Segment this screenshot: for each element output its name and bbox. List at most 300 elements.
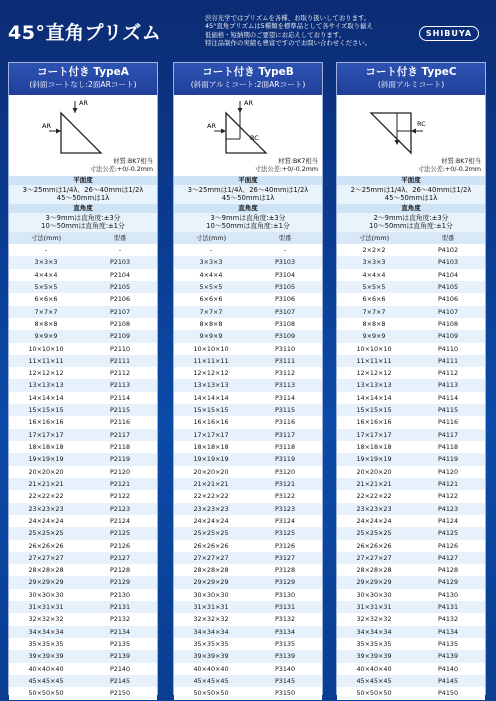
model-cell: P3140 xyxy=(274,664,296,673)
model-cell: P2123 xyxy=(109,504,131,513)
model-cell: P3115 xyxy=(274,406,296,415)
size-cell: 7×7×7 xyxy=(199,307,223,316)
size-cell: 2×2×2 xyxy=(362,246,386,254)
model-cell: P2121 xyxy=(109,479,131,488)
model-cell: P4122 xyxy=(437,492,459,501)
table-row xyxy=(174,663,322,675)
table-row xyxy=(337,564,485,576)
size-cell: 31×31×31 xyxy=(356,603,392,612)
size-cell: 7×7×7 xyxy=(362,307,386,316)
size-cell: 26×26×26 xyxy=(356,541,392,550)
table-row xyxy=(174,293,322,305)
intro-line: 渋谷光学ではプリズムを各種、お取り扱いしております。 xyxy=(205,14,371,22)
model-cell: P3134 xyxy=(274,627,296,636)
tolerance-label: 寸法公差:+0/-0.2mm xyxy=(417,166,481,173)
table-row xyxy=(174,355,322,367)
model-cell: P3145 xyxy=(274,676,296,685)
table-row xyxy=(337,626,485,638)
material-label: 材質:BK7相当 xyxy=(278,158,318,165)
table-row xyxy=(337,269,485,281)
material-label: 材質:BK7相当 xyxy=(113,158,153,165)
table-row xyxy=(337,601,485,613)
size-cell: 10×10×10 xyxy=(356,344,392,353)
model-cell: P2127 xyxy=(109,553,131,562)
table-row xyxy=(9,441,157,453)
size-cell: 40×40×40 xyxy=(193,664,229,673)
model-cell: P2114 xyxy=(109,393,131,402)
table-header xyxy=(9,232,157,244)
material-spec xyxy=(418,158,481,174)
table-row xyxy=(337,540,485,552)
col-model: 型番 xyxy=(278,234,292,242)
size-cell: 6×6×6 xyxy=(34,295,58,304)
table-row xyxy=(337,343,485,355)
size-cell: 15×15×15 xyxy=(356,406,392,415)
panel-header xyxy=(9,63,157,95)
size-cell: 39×39×39 xyxy=(356,652,392,661)
model-cell: P4110 xyxy=(437,344,459,353)
model-cell: P4128 xyxy=(437,566,459,575)
model-cell: P4125 xyxy=(437,529,459,538)
size-cell: 19×19×19 xyxy=(356,455,392,464)
model-cell: P3110 xyxy=(274,344,296,353)
table-row xyxy=(337,330,485,342)
table-row xyxy=(9,318,157,330)
model-cell: P2103 xyxy=(109,258,131,267)
model-cell: P2110 xyxy=(109,344,131,353)
table-row xyxy=(174,244,322,256)
panel-type-c xyxy=(336,62,486,698)
flatness-line: 3～25mmは1/4λ、26～40mmは1/2λ xyxy=(187,186,309,194)
table-row xyxy=(9,650,157,662)
model-cell: P4102 xyxy=(437,246,459,254)
size-cell: 7×7×7 xyxy=(34,307,58,316)
model-cell: P4126 xyxy=(437,541,459,550)
table-row xyxy=(9,293,157,305)
table-row xyxy=(9,503,157,515)
size-cell: 25×25×25 xyxy=(28,529,64,538)
size-cell: 5×5×5 xyxy=(34,282,58,291)
model-cell: P4124 xyxy=(437,516,459,525)
table-row xyxy=(337,404,485,416)
size-cell: 16×16×16 xyxy=(28,418,64,427)
table-row xyxy=(337,650,485,662)
table-row xyxy=(174,650,322,662)
table-row xyxy=(337,490,485,502)
size-cell: 4×4×4 xyxy=(34,270,58,279)
size-cell: 19×19×19 xyxy=(193,455,229,464)
table-row xyxy=(9,515,157,527)
model-cell: P2104 xyxy=(109,270,131,279)
model-cell: P3129 xyxy=(274,578,296,587)
table-row xyxy=(174,281,322,293)
table-row xyxy=(9,256,157,268)
size-cell: 34×34×34 xyxy=(28,627,64,636)
size-cell: 22×22×22 xyxy=(356,492,392,501)
size-cell: 28×28×28 xyxy=(356,566,392,575)
model-cell: P4117 xyxy=(437,430,459,439)
table-row xyxy=(337,318,485,330)
table-row xyxy=(337,552,485,564)
flatness-line: 45～50mmは1λ xyxy=(221,194,275,203)
table-header xyxy=(174,232,322,244)
size-cell: 10×10×10 xyxy=(28,344,64,353)
angle-heading: 直角度 xyxy=(9,204,157,213)
table-row xyxy=(9,466,157,478)
size-cell: 3×3×3 xyxy=(199,258,223,267)
size-cell: 50×50×50 xyxy=(28,689,64,698)
table-row xyxy=(9,552,157,564)
model-cell: P3113 xyxy=(274,381,296,390)
model-cell: P4114 xyxy=(437,393,459,402)
table-row xyxy=(337,663,485,675)
model-cell: P3127 xyxy=(274,553,296,562)
table-row xyxy=(9,675,157,687)
size-cell: 40×40×40 xyxy=(28,664,64,673)
model-cell: P3128 xyxy=(274,566,296,575)
table-row xyxy=(9,564,157,576)
table-row xyxy=(174,429,322,441)
table-header xyxy=(337,232,485,244)
size-cell: 12×12×12 xyxy=(356,369,392,378)
size-cell: 29×29×29 xyxy=(193,578,229,587)
model-cell: P3116 xyxy=(274,418,296,427)
table-row xyxy=(337,687,485,699)
model-cell: P3123 xyxy=(274,504,296,513)
size-cell: 39×39×39 xyxy=(28,652,64,661)
table-row xyxy=(174,392,322,404)
model-cell: P4127 xyxy=(437,553,459,562)
model-cell: P4129 xyxy=(437,578,459,587)
table-row xyxy=(9,527,157,539)
size-cell: 20×20×20 xyxy=(28,467,64,476)
table-row xyxy=(174,675,322,687)
model-cell: P2129 xyxy=(109,578,131,587)
model-cell: P4121 xyxy=(437,479,459,488)
size-cell: 21×21×21 xyxy=(356,479,392,488)
model-cell: P3114 xyxy=(274,393,296,402)
model-cell: - xyxy=(118,246,122,254)
model-cell: P2115 xyxy=(109,406,131,415)
table-row xyxy=(174,589,322,601)
table-row xyxy=(337,515,485,527)
table-row xyxy=(9,379,157,391)
flatness-line: 45～50mmは1λ xyxy=(56,194,110,203)
product-table xyxy=(9,244,157,700)
model-cell: P4145 xyxy=(437,676,459,685)
page-header xyxy=(0,0,496,60)
size-cell: 19×19×19 xyxy=(28,455,64,464)
model-cell: P2117 xyxy=(109,430,131,439)
table-row xyxy=(174,527,322,539)
table-row xyxy=(337,441,485,453)
material-label: 材質:BK7相当 xyxy=(441,158,481,165)
table-row xyxy=(174,564,322,576)
table-row xyxy=(9,429,157,441)
model-cell: P3104 xyxy=(274,270,296,279)
size-cell: 6×6×6 xyxy=(199,295,223,304)
size-cell: 35×35×35 xyxy=(193,640,229,648)
model-cell: P4118 xyxy=(437,443,459,451)
size-cell: 39×39×39 xyxy=(193,652,229,661)
table-row xyxy=(9,540,157,552)
model-cell: P4106 xyxy=(437,295,459,304)
size-cell: 50×50×50 xyxy=(193,689,229,698)
model-cell: P3125 xyxy=(274,529,296,538)
table-row xyxy=(9,244,157,256)
model-cell: P2111 xyxy=(109,356,131,365)
panel-type-b xyxy=(173,62,323,698)
table-row xyxy=(174,306,322,318)
model-cell: P2107 xyxy=(109,307,131,316)
intro-text xyxy=(205,14,415,48)
table-row xyxy=(9,613,157,625)
model-cell: P3130 xyxy=(274,590,296,599)
size-cell: 23×23×23 xyxy=(356,504,392,513)
model-cell: P3108 xyxy=(274,319,296,328)
table-row xyxy=(337,466,485,478)
model-cell: P2150 xyxy=(109,689,131,698)
size-cell: 14×14×14 xyxy=(193,393,229,402)
table-row xyxy=(9,416,157,428)
size-cell: 3×3×3 xyxy=(34,258,58,267)
size-cell: 25×25×25 xyxy=(356,529,392,538)
col-size: 寸法(mm) xyxy=(358,234,390,242)
table-row xyxy=(174,503,322,515)
model-cell: P2112 xyxy=(109,369,131,378)
model-cell: P4120 xyxy=(437,467,459,476)
model-cell: P4113 xyxy=(437,381,459,390)
size-cell: 24×24×24 xyxy=(28,516,64,525)
model-cell: P2130 xyxy=(109,590,131,599)
table-row xyxy=(9,626,157,638)
model-cell: P2118 xyxy=(109,443,131,451)
size-cell: 12×12×12 xyxy=(193,369,229,378)
model-cell: P3122 xyxy=(274,492,296,501)
product-table xyxy=(174,244,322,700)
table-row xyxy=(174,256,322,268)
model-cell: P3103 xyxy=(274,258,296,267)
table-row xyxy=(174,416,322,428)
size-cell: 45×45×45 xyxy=(193,676,229,685)
label-hyp: RC xyxy=(417,120,426,128)
material-spec xyxy=(90,158,153,174)
size-cell: 20×20×20 xyxy=(356,467,392,476)
table-row xyxy=(337,244,485,256)
model-cell: P4132 xyxy=(437,615,459,624)
model-cell: P3124 xyxy=(274,516,296,525)
size-cell: 12×12×12 xyxy=(28,369,64,378)
table-row xyxy=(337,392,485,404)
size-cell: 17×17×17 xyxy=(28,430,64,439)
flatness-heading: 平面度 xyxy=(9,176,157,185)
model-cell: P4150 xyxy=(437,689,459,698)
size-cell: 30×30×30 xyxy=(28,590,64,599)
label-hyp: RC xyxy=(250,134,259,142)
table-row xyxy=(9,601,157,613)
model-cell: P3139 xyxy=(274,652,296,661)
model-cell: P2145 xyxy=(109,676,131,685)
panel-subtitle: (斜面アルミコート) xyxy=(377,80,445,89)
size-cell: 14×14×14 xyxy=(28,393,64,402)
model-cell: P4131 xyxy=(437,603,459,612)
col-model: 型番 xyxy=(113,234,127,242)
col-size: 寸法(mm) xyxy=(195,234,227,242)
model-cell: P2106 xyxy=(109,295,131,304)
table-row xyxy=(174,379,322,391)
size-cell: 13×13×13 xyxy=(28,381,64,390)
size-cell: 6×6×6 xyxy=(362,295,386,304)
size-cell: 28×28×28 xyxy=(28,566,64,575)
size-cell: 17×17×17 xyxy=(193,430,229,439)
table-row xyxy=(337,293,485,305)
table-row xyxy=(174,269,322,281)
size-cell: 18×18×18 xyxy=(193,443,229,451)
size-cell: 27×27×27 xyxy=(356,553,392,562)
model-cell: P4135 xyxy=(437,640,459,648)
size-cell: 10×10×10 xyxy=(193,344,229,353)
col-model: 型番 xyxy=(441,234,455,242)
angle-line: 3～9mmは直角度:±3分 xyxy=(45,214,121,222)
model-cell: P2134 xyxy=(109,627,131,636)
size-cell: 4×4×4 xyxy=(199,270,223,279)
table-row xyxy=(337,675,485,687)
size-cell: 32×32×32 xyxy=(193,615,229,624)
intro-line: 45°直角プリズムは5種類を標準品として各サイズ取り揃え xyxy=(205,22,373,31)
size-cell: 34×34×34 xyxy=(356,627,392,636)
size-cell: 24×24×24 xyxy=(356,516,392,525)
table-row xyxy=(174,330,322,342)
size-cell: 13×13×13 xyxy=(356,381,392,390)
model-cell: P3111 xyxy=(274,356,296,365)
model-cell: P3150 xyxy=(274,689,296,698)
size-cell: 9×9×9 xyxy=(362,332,386,341)
table-row xyxy=(9,576,157,588)
table-row xyxy=(174,478,322,490)
model-cell: P2125 xyxy=(109,529,131,538)
model-cell: P4116 xyxy=(437,418,459,427)
model-cell: P3112 xyxy=(274,369,296,378)
table-row xyxy=(9,367,157,379)
model-cell: P4111 xyxy=(437,356,459,365)
flatness-heading: 平面度 xyxy=(174,176,322,185)
model-cell: P4134 xyxy=(437,627,459,636)
model-cell: P4112 xyxy=(437,369,459,378)
model-cell: P4123 xyxy=(437,504,459,513)
table-row xyxy=(174,367,322,379)
table-row xyxy=(337,379,485,391)
table-row xyxy=(9,453,157,465)
size-cell: 23×23×23 xyxy=(193,504,229,513)
model-cell: P2126 xyxy=(109,541,131,550)
size-cell: 32×32×32 xyxy=(28,615,64,624)
shibuya-logo: SHIBUYA xyxy=(419,26,479,41)
angle-heading: 直角度 xyxy=(337,204,485,213)
panel-subtitle: (斜面コートなし:2面ARコート) xyxy=(29,80,137,89)
table-row xyxy=(174,601,322,613)
table-row xyxy=(9,269,157,281)
size-cell: 15×15×15 xyxy=(28,406,64,415)
model-cell: P3135 xyxy=(274,640,296,648)
table-row xyxy=(174,626,322,638)
prism-diagram xyxy=(174,95,322,176)
flatness-spec xyxy=(174,185,322,204)
size-cell: 15×15×15 xyxy=(193,406,229,415)
panel-header xyxy=(337,63,485,95)
size-cell: 40×40×40 xyxy=(356,664,392,673)
tolerance-label: 寸法公差:+0/-0.2mm xyxy=(254,166,318,173)
size-cell: 8×8×8 xyxy=(34,319,58,328)
table-row xyxy=(337,256,485,268)
table-row xyxy=(337,306,485,318)
size-cell: 5×5×5 xyxy=(199,282,223,291)
size-cell: - xyxy=(209,246,213,254)
size-cell: 30×30×30 xyxy=(193,590,229,599)
size-cell: 35×35×35 xyxy=(356,640,392,648)
size-cell: 18×18×18 xyxy=(356,443,392,451)
size-cell: 22×22×22 xyxy=(193,492,229,501)
model-cell: P4130 xyxy=(437,590,459,599)
model-cell: P3118 xyxy=(274,443,296,451)
size-cell: 45×45×45 xyxy=(356,676,392,685)
size-cell: 4×4×4 xyxy=(362,270,386,279)
panel-title: コート付き TypeC xyxy=(365,66,457,78)
size-cell: 22×22×22 xyxy=(28,492,64,501)
flatness-line: 45～50mmは1λ xyxy=(384,194,438,203)
panel-title: コート付き TypeA xyxy=(37,66,129,78)
size-cell: 29×29×29 xyxy=(28,578,64,587)
col-size: 寸法(mm) xyxy=(30,234,62,242)
model-cell: P2139 xyxy=(109,652,131,661)
size-cell: 13×13×13 xyxy=(193,381,229,390)
table-row xyxy=(337,638,485,650)
model-cell: P4103 xyxy=(437,258,459,267)
model-cell: P4107 xyxy=(437,307,459,316)
table-row xyxy=(337,503,485,515)
product-table xyxy=(337,244,485,700)
table-row xyxy=(174,441,322,453)
model-cell: P3131 xyxy=(274,603,296,612)
model-cell: P4105 xyxy=(437,282,459,291)
table-row xyxy=(174,343,322,355)
panel-title: コート付き TypeB xyxy=(202,66,294,78)
table-row xyxy=(337,355,485,367)
angle-line: 10～50mmは直角度:±1分 xyxy=(206,222,290,231)
model-cell: P3105 xyxy=(274,282,296,291)
model-cell: P2128 xyxy=(109,566,131,575)
table-row xyxy=(9,392,157,404)
size-cell: 8×8×8 xyxy=(362,319,386,328)
label-left: AR xyxy=(42,122,51,130)
size-cell: 17×17×17 xyxy=(356,430,392,439)
size-cell: 26×26×26 xyxy=(193,541,229,550)
size-cell: 29×29×29 xyxy=(356,578,392,587)
table-row xyxy=(174,515,322,527)
intro-line: 特注品制作の実績も豊富ですのでお問い合わせください。 xyxy=(205,39,372,48)
size-cell: 27×27×27 xyxy=(28,553,64,562)
angle-line: 3～9mmは直角度:±3分 xyxy=(210,214,286,222)
size-cell: - xyxy=(44,246,48,254)
size-cell: 16×16×16 xyxy=(193,418,229,427)
table-row xyxy=(337,281,485,293)
model-cell: P2108 xyxy=(109,319,131,328)
flatness-spec xyxy=(337,185,485,204)
panel-type-a xyxy=(8,62,158,698)
angle-line: 10～50mmは直角度:±1分 xyxy=(369,222,453,231)
model-cell: P2120 xyxy=(109,467,131,476)
table-row xyxy=(9,306,157,318)
table-row xyxy=(9,638,157,650)
